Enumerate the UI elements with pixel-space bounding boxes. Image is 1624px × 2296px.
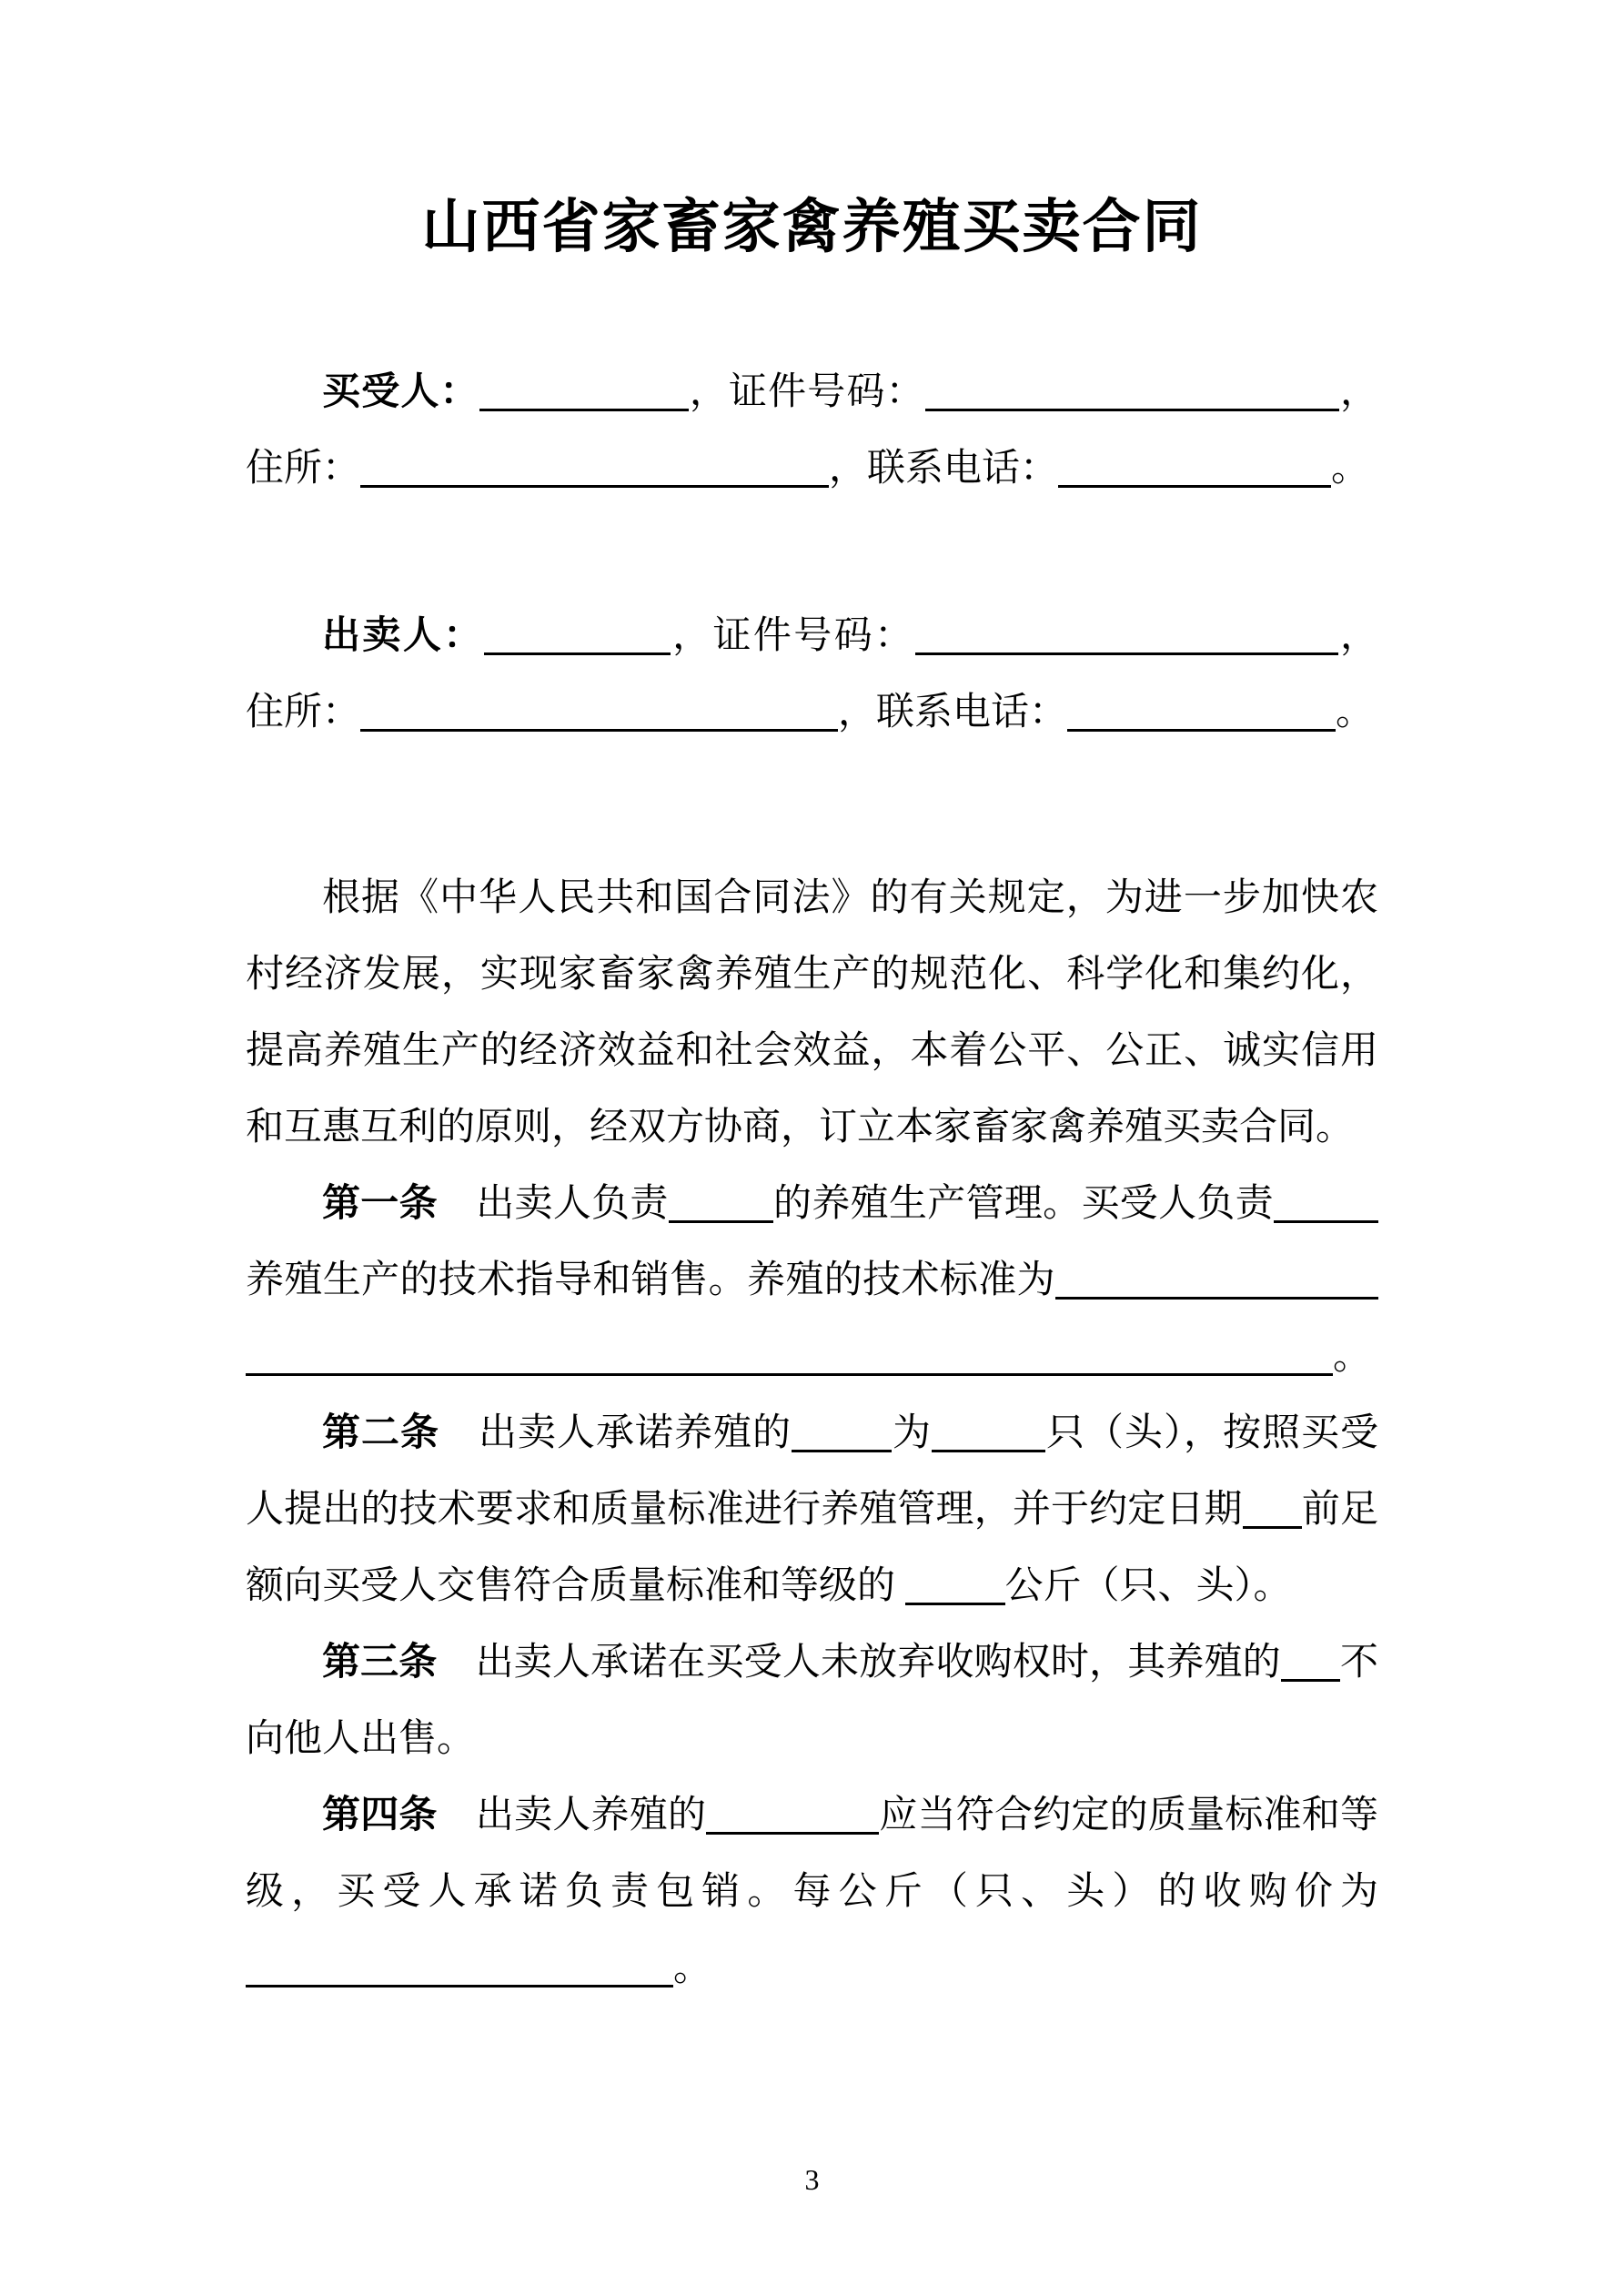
paragraph-clause-4 [246, 1777, 1378, 2007]
blank-field [1058, 447, 1331, 488]
blank-field [1055, 1259, 1378, 1300]
text-segment: 。 [673, 1947, 712, 1989]
text-segment: ，住所： [246, 370, 1378, 490]
blank-field [706, 1794, 879, 1835]
text-segment: 出卖人承诺在买受人未放弃收购权时，其养殖的 [437, 1641, 1281, 1684]
blank-field [1067, 691, 1336, 732]
paragraph-clause-3 [246, 1624, 1378, 1777]
paragraph-clause-2 [246, 1395, 1378, 1624]
blank-field [360, 691, 838, 732]
text-segment: 的养殖生产管理。买受人负责 [772, 1182, 1274, 1225]
blank-field [484, 614, 671, 655]
paragraph-preamble [246, 860, 1378, 1166]
blank-field [669, 1182, 773, 1223]
text-segment: 。 [1333, 1335, 1372, 1378]
clause-label: 第一条 [322, 1182, 438, 1225]
blank-field [905, 1564, 1005, 1605]
text-segment: 出卖人承诺养殖的 [439, 1411, 792, 1454]
text-segment: 只（头），按照买受人提出的技术要求和质量标准进行养殖管理，并于约定日期 [246, 1411, 1378, 1531]
clause-label: 第四条 [322, 1794, 438, 1836]
blank-field [1274, 1182, 1378, 1223]
blank-field [1243, 1488, 1302, 1529]
blank-field [792, 1411, 892, 1452]
blank-field [479, 370, 689, 411]
blank-field [246, 1947, 673, 1988]
text-segment: 出卖人养殖的 [437, 1794, 707, 1836]
blank-field [360, 447, 829, 488]
text-segment: 前足额向买受人交售符合质量标准和等级的 [246, 1488, 1378, 1607]
text-segment: 不向他人出售。 [246, 1641, 1378, 1760]
blank-field [932, 1411, 1045, 1452]
text-segment: 出卖人负责 [437, 1182, 669, 1225]
paragraph-clause-1 [246, 1166, 1378, 1395]
text-segment: ，联系电话： [829, 447, 1059, 490]
text-segment: 养殖生产的技术指导和销售。养殖的技术标准为 [246, 1259, 1055, 1301]
blank-field [246, 1335, 1333, 1376]
document-body [246, 354, 1378, 2007]
text-segment: 。 [1336, 691, 1375, 733]
blank-field [1281, 1641, 1340, 1682]
text-segment: 。 [1331, 447, 1370, 490]
clause-label: 第三条 [322, 1641, 438, 1684]
clause-label: 第二条 [322, 1411, 439, 1454]
text-segment: ，住所： [246, 614, 1378, 733]
blank-field [925, 370, 1339, 411]
text-segment: ，证件号码： [670, 614, 915, 657]
text-segment: 根据《中华人民共和国合同法》的有关规定，为进一步加快农村经济发展，实现家畜家禽养殖生产的规范化、科学化和集约化，提高养殖生产的经济效益和社会效益，本着公平、公正、诚实信用和互惠互利的原则，经双方协商，订立本家畜家禽养殖买卖合同。 [246, 876, 1378, 1148]
text-segment: 为 [891, 1411, 932, 1454]
blank-field [915, 614, 1338, 655]
document-title: 山西省家畜家禽养殖买卖合同 [421, 195, 1203, 259]
text-segment: 公斤（只、头）。 [1004, 1564, 1292, 1607]
clause-label: 出卖人： [322, 614, 484, 657]
paragraph-seller-info [246, 598, 1378, 751]
clause-label: 买受人： [322, 370, 479, 413]
page-number: 3 [804, 2163, 820, 2196]
text-segment: ，证件号码： [688, 370, 925, 413]
text-segment: ，联系电话： [838, 691, 1068, 733]
text-segment: 应当符合约定的质量标准和等级，买受人承诺负责包销。每公斤（只、头）的收购价为 [246, 1794, 1378, 1913]
paragraph-buyer-info [246, 354, 1378, 507]
